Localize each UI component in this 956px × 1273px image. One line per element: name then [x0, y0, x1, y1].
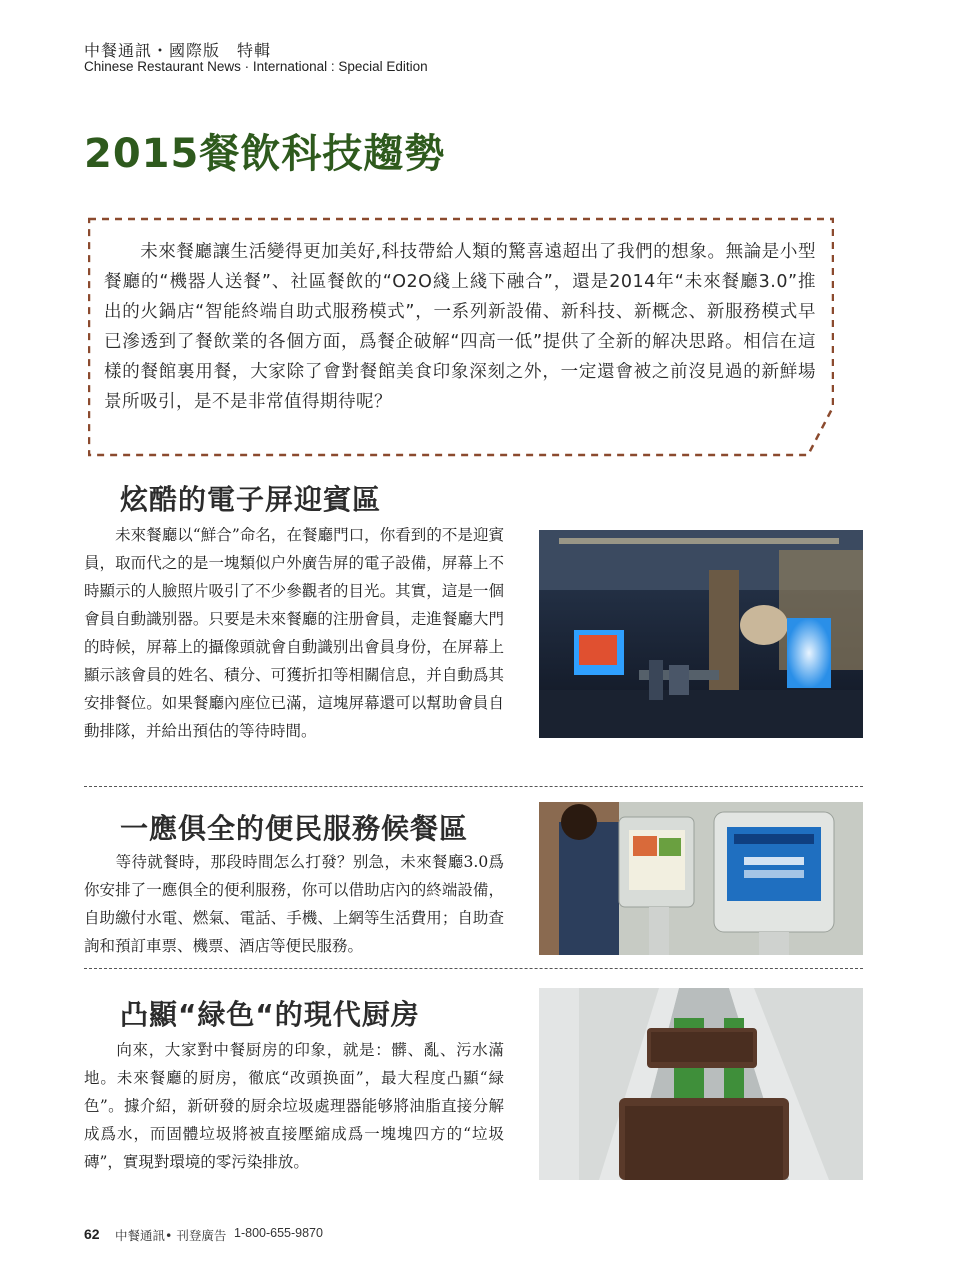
section-2-body: 等待就餐時，那段時間怎么打發？别急，未來餐廳3.0爲你安排了一應俱全的便利服務，你可以借助店內的終端設備，自助繳付水電、燃氣、電話、手機、上網等生活費用；自助查詢和預訂車票、機票、酒店等便民服務。 [84, 853, 504, 955]
header-title-zh: 中餐通訊・國際版 特輯 [84, 41, 272, 60]
page-title: 2015餐飲科技趨勢 [84, 131, 446, 177]
page-number: 62 [84, 1226, 100, 1242]
footer-phone: 1-800-655-9870 [234, 1226, 323, 1240]
section-1-heading: 炫酷的電子屏迎賓區 [120, 483, 382, 516]
intro-text: 未來餐廳讓生活變得更加美好,科技帶給人類的驚喜遠超出了我們的想象。無論是小型餐廳的“機器人送餐”、社區餐飲的“O2O綫上綫下融合”，還是2014年“未來餐廳3.0”推出的火鍋店“智能終端自助式服務模式”，一系列新設備、新科技、新概念、新服務模式早已滲透到了餐飲業的各個方面，爲餐企破解“四高一低”提供了全新的解决思路。相信在這樣的餐館裏用餐，大家除了會對餐館美食印象深刻之外，一定還會被之前沒見過的新鮮場景所吸引，是不是非常值得期待呢？ [104, 242, 816, 412]
footer-label: 中餐通訊• 刊登廣告 [115, 1228, 227, 1243]
section-3-heading: 凸顯“緑色“的現代厨房 [120, 998, 420, 1031]
section-2-heading: 一應俱全的便民服務候餐區 [120, 812, 469, 845]
section-3-body: 向來，大家對中餐厨房的印象，就是：髒、亂、污水滿地。未來餐廳的厨房，徹底“改頭换面”，最大程度凸顯“緑色”。據介紹，新研發的厨余垃圾處理器能够將油脂直接分解成爲水，而固體垃圾將被直接壓縮成爲一塊塊四方的“垃圾磚”，實現對環境的零污染排放。 [84, 1041, 504, 1171]
section-divider-1 [84, 786, 863, 787]
section-1-body: 未來餐廳以“鮮合”命名，在餐廳門口，你看到的不是迎賓員，取而代之的是一塊類似户外廣告屏的電子設備，屏幕上不時顯示的人臉照片吸引了不少參觀者的目光。其實，這是一個會員自動識别器。只要是未來餐廳的注册會員，走進餐廳大門的時候，屏幕上的攝像頭就會自動識别出會員身份，在屏幕上顯示該會員的姓名、積分、可獲折扣等相關信息，并自動爲其安排餐位。如果餐廳內座位已滿，這塊屏幕還可以幫助會員自動排隊，并給出預估的等待時間。 [84, 526, 504, 740]
conveyor-kitchen-photo [539, 988, 863, 1180]
lobby-screen-photo [539, 530, 863, 738]
section-divider-2 [84, 968, 863, 969]
header-title-en: Chinese Restaurant News · International : Special Edition [84, 59, 428, 74]
kiosk-terminal-photo [539, 802, 863, 955]
intro-box [88, 217, 834, 457]
